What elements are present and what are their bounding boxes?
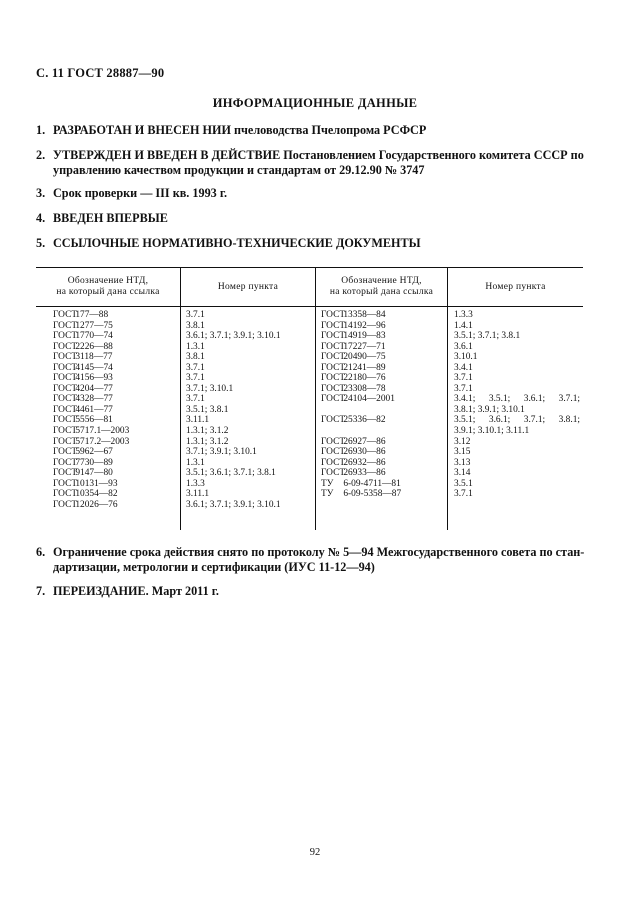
table-cell-doc (53, 331, 129, 342)
table-cell-item: 3.7.1 (186, 310, 205, 320)
section-heading: ССЫЛОЧНЫЕ НОРМАТИВНО-ТЕХНИЧЕСКИЕ ДОКУМЕНТЫ (53, 236, 421, 250)
doc-prefix: ГОСТ (321, 331, 346, 342)
doc-prefix: ГОСТ (53, 457, 78, 468)
section-text-line2: управлению качеством продукции и стандартам от 29.12.90 № 3747 (53, 163, 425, 177)
doc-number: 177—88 (75, 310, 109, 320)
doc-number: 25336—82 (343, 415, 386, 426)
table-cell-item: 3.7.1 (186, 394, 205, 405)
table-cell-item: 3.7.1 (186, 373, 205, 384)
doc-number: 4461—77 (75, 404, 113, 415)
section-number: 2. (36, 148, 46, 162)
doc-prefix: ГОСТ (321, 341, 346, 352)
section-2 (36, 148, 596, 178)
table-divider (180, 267, 181, 530)
section-1 (36, 123, 596, 138)
doc-number: 10354—82 (75, 489, 118, 500)
table-cell-doc (53, 384, 129, 395)
section-number: 3. (36, 186, 46, 200)
table-cell-doc (321, 310, 401, 321)
item-part: 3.8.1; (558, 415, 580, 426)
table-cell-doc (53, 363, 129, 374)
section-text: пчеловодства Пчелопрома РСФСР (230, 123, 427, 137)
section-text-line2: дартизации, метрологии и сертификации (ИУС 11-12—94) (53, 560, 375, 574)
table-cell-item: 3.11.1 (186, 415, 210, 426)
section-4 (36, 211, 596, 226)
doc-prefix: ТУ (321, 489, 334, 500)
table-cell-doc (321, 458, 401, 469)
table-cell-item: 3.11.1 (186, 489, 210, 500)
page-header: С. 11 ГОСТ 28887—90 (36, 66, 165, 80)
doc-number: 5962—67 (75, 447, 113, 458)
doc-number: 3118—77 (75, 352, 113, 363)
section-text: Март 2011 г. (148, 584, 219, 598)
doc-prefix: ГОСТ (321, 373, 346, 384)
table-cell-doc (53, 458, 129, 469)
doc-prefix: ГОСТ (53, 383, 78, 394)
doc-prefix: ГОСТ (321, 436, 346, 447)
table-cell-item: 3.7.1 (454, 489, 473, 500)
table-cell-doc (321, 384, 401, 395)
doc-prefix: ГОСТ (321, 310, 346, 320)
table-cell-item: 3.7.1 (454, 373, 473, 384)
doc-number: 23308—78 (343, 383, 386, 394)
table-cell-item: 3.7.1 (454, 383, 473, 394)
table-cell-doc (321, 373, 401, 384)
table-cell-doc (321, 331, 401, 342)
table-cell-item: 3.6.1; 3.7.1; 3.9.1; 3.10.1 (186, 499, 281, 510)
table-cell-doc (321, 405, 401, 416)
doc-number: 5556—81 (75, 415, 113, 426)
table-cell-item (454, 415, 580, 426)
doc-number: 26933—86 (343, 468, 386, 479)
table-top-rule (36, 267, 583, 268)
table-cell-doc (53, 437, 129, 448)
section-number: 6. (36, 545, 46, 559)
doc-prefix: ГОСТ (321, 415, 346, 426)
doc-prefix: ГОСТ (321, 457, 346, 468)
table-cell-doc (53, 447, 129, 458)
doc-prefix: ГОСТ (53, 320, 78, 331)
doc-prefix: ГОСТ (53, 436, 78, 447)
table-divider (315, 267, 316, 530)
doc-number: 4328—77 (75, 394, 113, 405)
section-6 (36, 545, 596, 575)
doc-number: 5717.1—2003 (75, 426, 130, 437)
section-7 (36, 584, 596, 599)
table-cell-doc (321, 468, 401, 479)
table-cell-doc (321, 342, 401, 353)
table-cell-item: 1.3.1 (186, 457, 205, 468)
right-docs-column (321, 310, 401, 500)
section-heading: УТВЕРЖДЕН И ВВЕДЕН В ДЕЙСТВИЕ (53, 148, 281, 162)
table-cell-item: 1.3.1; 3.1.2 (186, 436, 229, 447)
table-cell-doc (53, 468, 129, 479)
table-cell-doc (321, 479, 401, 490)
doc-number: 4156—93 (75, 373, 113, 384)
left-docs-column (53, 310, 129, 510)
item-part: 3.4.1; (454, 394, 476, 405)
doc-prefix: ГОСТ (53, 415, 78, 426)
table-cell-item: 3.5.1; 3.7.1; 3.8.1 (454, 331, 521, 342)
table-cell-item: 3.14 (454, 468, 471, 479)
doc-number: 26932—86 (343, 457, 386, 468)
table-cell-item: 3.8.1; 3.9.1; 3.10.1 (454, 404, 525, 415)
table-cell-item: 3.7.1 (186, 362, 205, 373)
table-cell-item: 1.3.3 (186, 478, 205, 489)
section-number: 1. (36, 123, 46, 137)
doc-prefix: ГОСТ (321, 362, 346, 373)
doc-number: 24104—2001 (343, 394, 395, 405)
doc-number: 4145—74 (75, 362, 113, 373)
table-cell-item: 3.8.1 (186, 352, 205, 363)
doc-prefix: ГОСТ (53, 331, 78, 342)
doc-prefix: ГОСТ (321, 320, 346, 331)
table-cell-doc (53, 373, 129, 384)
doc-prefix: ГОСТ (53, 478, 78, 489)
table-cell-doc (53, 405, 129, 416)
section-heading: ПЕРЕИЗДАНИЕ. (53, 584, 149, 598)
table-cell-doc (321, 489, 401, 500)
doc-prefix: ГОСТ (53, 499, 78, 510)
doc-number: 4204—77 (75, 383, 113, 394)
doc-prefix: ГОСТ (321, 383, 346, 394)
doc-prefix: ГОСТ (53, 426, 78, 437)
table-cell-doc (321, 415, 401, 426)
doc-prefix: ГОСТ (53, 352, 78, 363)
table-header-ntd: Обозначение НТД, на который дана ссылка (56, 276, 160, 297)
table-cell-item: 3.7.1; 3.10.1 (186, 383, 234, 394)
table-header-item: Номер пункта (485, 282, 546, 292)
doc-prefix: ГОСТ (53, 310, 78, 320)
doc-prefix: ГОСТ (321, 352, 346, 363)
doc-number: 17227—71 (343, 341, 386, 352)
table-cell-doc (53, 479, 129, 490)
section-3 (36, 186, 596, 201)
doc-number: 26927—86 (343, 436, 386, 447)
section-5 (36, 236, 596, 251)
table-cell-doc (321, 352, 401, 363)
table-cell-doc (53, 426, 129, 437)
section-number: 4. (36, 211, 46, 225)
doc-number: 6-09-4711—81 (343, 478, 401, 489)
section-text: Ограничение срока действия снято по протоколу № 5—94 Межгосударственного совета по стан- (53, 545, 585, 559)
doc-number: 10131—93 (75, 478, 118, 489)
item-part: 3.6.1; (523, 394, 546, 405)
doc-number: 22180—76 (343, 373, 386, 384)
table-cell-doc (53, 415, 129, 426)
doc-number: 5717.2—2003 (75, 436, 130, 447)
table-header-item: Номер пункта (217, 282, 279, 292)
doc-prefix: ТУ (321, 478, 334, 489)
table-cell-item: 3.13 (454, 457, 471, 468)
table-cell-doc (321, 363, 401, 374)
table-cell-item: 3.5.1 (454, 478, 473, 489)
doc-number: 2226—88 (75, 341, 113, 352)
section-text: Постановлением Государственного комитета СССР по (280, 148, 584, 162)
table-cell-item: 3.9.1; 3.10.1; 3.11.1 (454, 426, 530, 437)
table-cell-item: 1.4.1 (454, 320, 473, 331)
doc-number: 20490—75 (343, 352, 386, 363)
table-cell-item: 3.5.1; 3.8.1 (186, 404, 229, 415)
section-number: 5. (36, 236, 46, 250)
item-part: 3.7.1; (558, 394, 580, 405)
table-cell-doc (53, 321, 129, 332)
table-cell-doc (53, 394, 129, 405)
table-cell-item: 3.8.1 (186, 320, 205, 331)
table-cell-item: 3.15 (454, 447, 471, 458)
right-items-column (454, 310, 580, 500)
table-cell-item: 3.4.1 (454, 362, 473, 373)
left-items-column (186, 310, 281, 510)
table-cell-doc (53, 500, 129, 511)
doc-prefix: ГОСТ (321, 468, 346, 479)
doc-number: 12026—76 (75, 499, 118, 510)
item-part: 3.5.1; (488, 394, 511, 405)
table-cell-item: 1.3.1; 3.1.2 (186, 426, 229, 437)
doc-prefix: ГОСТ (53, 468, 78, 479)
doc-number: 6-09-5358—87 (343, 489, 402, 500)
doc-number: 21241—89 (343, 362, 386, 373)
table-cell-doc (321, 447, 401, 458)
doc-number: 1770—74 (75, 331, 113, 342)
table-cell-doc (53, 310, 129, 321)
doc-number: 1277—75 (75, 320, 113, 331)
doc-number: 9147—80 (75, 468, 113, 479)
table-cell-item: 3.7.1; 3.9.1; 3.10.1 (186, 447, 257, 458)
section-heading: ВВЕДЕН ВПЕРВЫЕ (53, 211, 168, 225)
table-header-ntd: Обозначение НТД, на который дана ссылка (329, 276, 434, 297)
table-header-rule (36, 306, 583, 307)
table-cell-item: 3.10.1 (454, 352, 478, 363)
table-cell-item: 1.3.3 (454, 310, 473, 320)
section-text: Срок проверки — III кв. 1993 г. (53, 186, 228, 200)
doc-number: 13358—84 (343, 310, 386, 320)
table-cell-doc (53, 342, 129, 353)
table-cell-item (454, 394, 580, 405)
table-cell-item: 3.5.1; 3.6.1; 3.7.1; 3.8.1 (186, 468, 276, 479)
doc-number: 14192—96 (343, 320, 386, 331)
doc-prefix: ГОСТ (53, 362, 78, 373)
table-cell-doc (321, 394, 401, 405)
doc-number: 14919—83 (343, 331, 386, 342)
doc-prefix: ГОСТ (321, 394, 346, 405)
doc-prefix: ГОСТ (53, 394, 78, 405)
table-cell-item: 3.6.1; 3.7.1; 3.9.1; 3.10.1 (186, 331, 281, 342)
table-cell-item: 3.6.1 (454, 341, 473, 352)
doc-prefix: ГОСТ (53, 447, 78, 458)
doc-number: 7730—89 (75, 457, 113, 468)
doc-prefix: ГОСТ (53, 341, 78, 352)
table-cell-doc (321, 437, 401, 448)
section-heading: РАЗРАБОТАН И ВНЕСЕН НИИ (53, 123, 231, 137)
table-divider (447, 267, 448, 530)
table-cell-doc (53, 489, 129, 500)
table-cell-doc (53, 352, 129, 363)
doc-prefix: ГОСТ (53, 373, 78, 384)
item-part: 3.7.1; (523, 415, 546, 426)
page-title: ИНФОРМАЦИОННЫЕ ДАННЫЕ (212, 96, 418, 110)
table-cell-doc (321, 426, 401, 437)
item-part: 3.5.1; (454, 415, 476, 426)
page-number: 92 (309, 847, 321, 858)
item-part: 3.6.1; (488, 415, 511, 426)
table-cell-doc (321, 321, 401, 332)
section-number: 7. (36, 584, 46, 598)
doc-prefix: ГОСТ (321, 447, 346, 458)
table-cell-item: 1.3.1 (186, 341, 205, 352)
doc-prefix: ГОСТ (53, 404, 78, 415)
table-cell-item: 3.12 (454, 436, 471, 447)
doc-number: 26930—86 (343, 447, 386, 458)
doc-prefix: ГОСТ (53, 489, 78, 500)
